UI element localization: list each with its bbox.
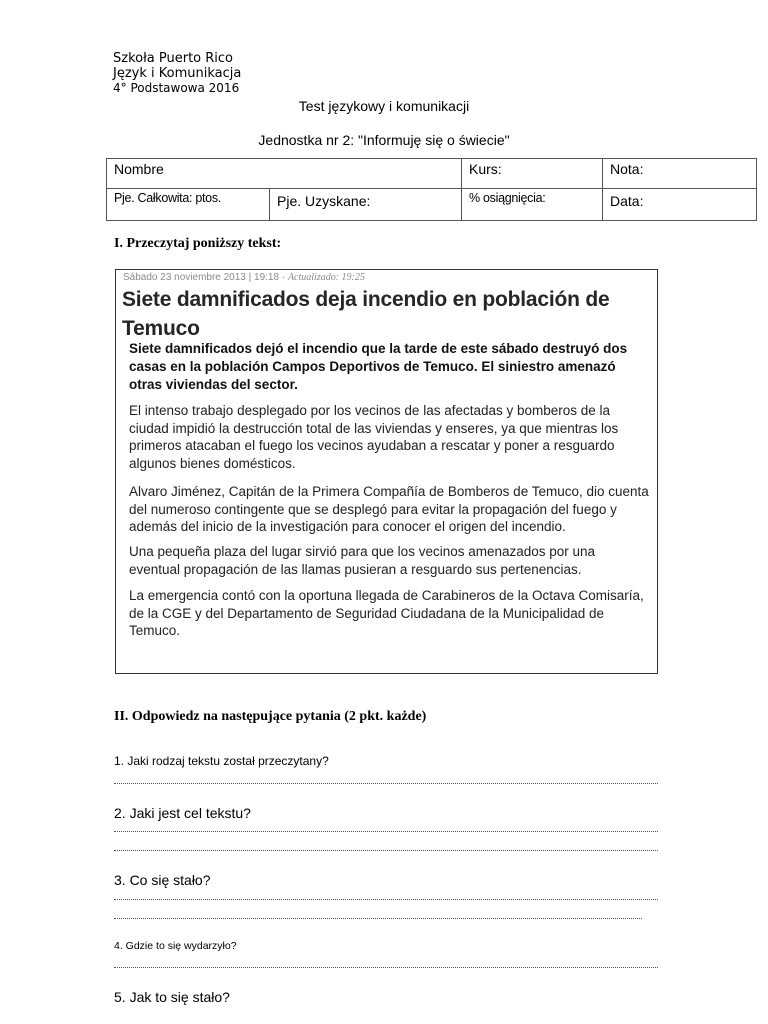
subject-name: Język i Komunikacja (113, 65, 242, 81)
answer-line[interactable] (114, 850, 658, 851)
article-date: Sábado 23 noviembre 2013 | 19:18 · (123, 272, 288, 283)
article-paragraph: Una pequeña plaza del lugar sirvió para que los vecinos amenazados por una eventual propagación de las llamas pusieran a resguardo sus pertenencias. (129, 544, 596, 577)
article-paragraph: El intenso trabajo desplegado por los vecinos de las afectadas y bomberos de la ciudad impidió la destrucción total de las viviendas y enseres, ya que mientras los primeros atacaban el fuego los vecinos ayudaban a rescatar y poner a resguardo algunos bienes domésticos. (129, 403, 619, 471)
grade-level: 4° Podstawowa 2016 (113, 81, 240, 95)
section-1-heading: I. Przeczytaj poniższy tekst: (114, 236, 282, 251)
test-title: Test językowy i komunikacji (298, 98, 470, 114)
question-2: 2. Jaki jest cel tekstu? (114, 805, 251, 821)
section-2-heading: II. Odpowiedz na następujące pytania (2 pkt. każde) (114, 709, 427, 724)
student-info-table (106, 158, 757, 221)
question-1: 1. Jaki rodzaj tekstu został przeczytany? (114, 754, 329, 768)
article-paragraph: Alvaro Jiménez, Capitán de la Primera Compañía de Bomberos de Temuco, dio cuenta del numeroso contingente que se desplegó para evitar la propagación del fuego y además del inicio de la investigación para conocer el origen del incendio. (129, 484, 649, 534)
answer-line[interactable] (114, 918, 642, 919)
answer-line[interactable] (114, 899, 658, 900)
total-score-field[interactable]: Pje. Całkowita: ptos. (107, 189, 270, 221)
unit-title: Jednostka nr 2: "Informuję się o świecie" (258, 132, 510, 148)
question-4: 4. Gdzie to się wydarzyło? (114, 940, 237, 952)
name-field[interactable]: Nombre (107, 159, 462, 189)
answer-line[interactable] (114, 831, 658, 832)
answer-line[interactable] (114, 967, 658, 968)
course-field[interactable]: Kurs: (462, 159, 603, 189)
article-lead: Siete damnificados dejó el incendio que la tarde de este sábado destruyó dos casas en la población Campos Deportivos de Temuco. El siniestro amenazó otras viviendas del sector. (129, 341, 628, 392)
percent-achieved-field[interactable]: % osiągnięcia: (462, 189, 603, 221)
date-field[interactable]: Data: (603, 189, 757, 221)
question-3: 3. Co się stało? (114, 872, 211, 888)
school-header (113, 52, 241, 96)
article-dateline (123, 272, 365, 283)
article-headline: Siete damnificados deja incendio en población de Temuco (122, 288, 610, 340)
answer-line[interactable] (114, 783, 658, 784)
question-5: 5. Jak to się stało? (114, 989, 230, 1005)
article-updated: Actualizado: 19:25 (287, 272, 365, 283)
school-name: Szkoła Puerto Rico (113, 51, 234, 66)
news-article (115, 269, 658, 674)
article-paragraph: La emergencia contó con la oportuna llegada de Carabineros de la Octava Comisaría, de la CGE y del Departamento de Seguridad Ciudadana de la Municipalidad de Temuco. (129, 588, 644, 638)
obtained-score-field[interactable]: Pje. Uzyskane: (270, 189, 462, 221)
grade-field[interactable]: Nota: (603, 159, 757, 189)
